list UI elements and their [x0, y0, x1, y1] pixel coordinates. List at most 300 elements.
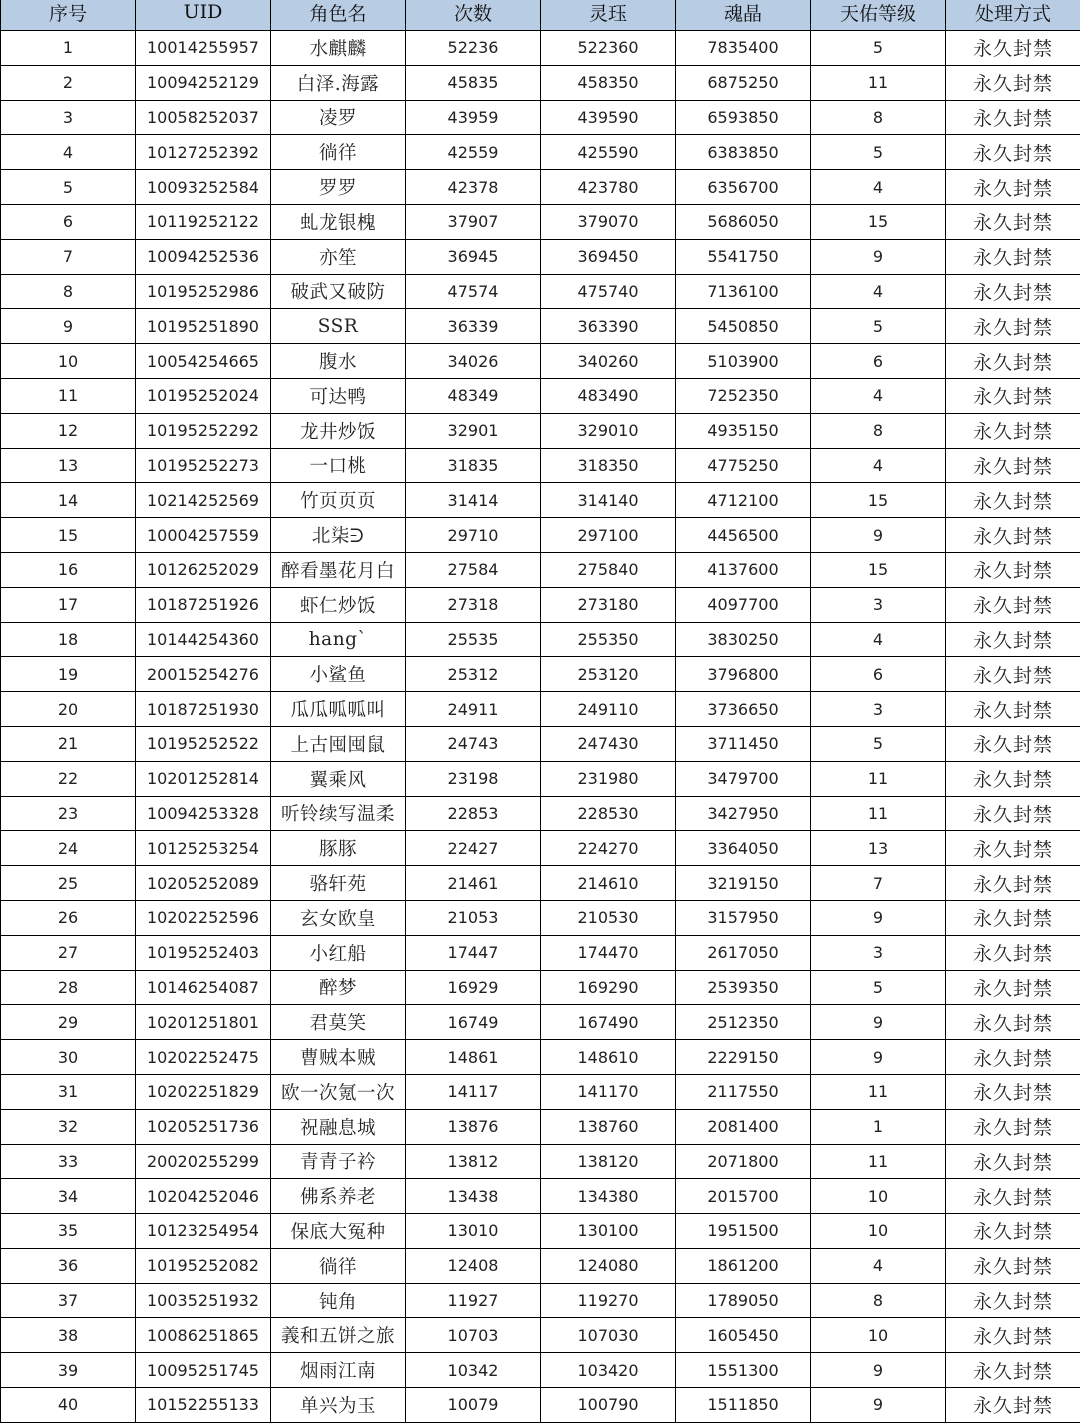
cell-count: 43959 — [406, 100, 541, 135]
cell-action: 永久封禁 — [946, 274, 1080, 309]
header-index: 序号 — [1, 0, 136, 31]
cell-lingjue: 130100 — [541, 1214, 676, 1249]
table-row — [1, 483, 1080, 518]
cell-index: 37 — [1, 1283, 136, 1318]
cell-name: 竹页页页 — [271, 483, 406, 518]
cell-hunjing: 4712100 — [676, 483, 811, 518]
cell-level: 9 — [811, 900, 946, 935]
cell-hunjing: 3157950 — [676, 900, 811, 935]
cell-action: 永久封禁 — [946, 1388, 1080, 1423]
cell-action: 永久封禁 — [946, 65, 1080, 100]
cell-name: 青青子衿 — [271, 1144, 406, 1179]
cell-count: 36945 — [406, 239, 541, 274]
cell-index: 2 — [1, 65, 136, 100]
cell-lingjue: 340260 — [541, 344, 676, 379]
cell-action: 永久封禁 — [946, 866, 1080, 901]
cell-uid: 10126252029 — [136, 552, 271, 587]
cell-count: 13010 — [406, 1214, 541, 1249]
cell-uid: 10152255133 — [136, 1388, 271, 1423]
cell-count: 22427 — [406, 831, 541, 866]
cell-index: 32 — [1, 1109, 136, 1144]
table-row — [1, 1144, 1080, 1179]
cell-name: 祝融息城 — [271, 1109, 406, 1144]
cell-lingjue: 253120 — [541, 657, 676, 692]
cell-action: 永久封禁 — [946, 970, 1080, 1005]
cell-name: 罗罗 — [271, 170, 406, 205]
cell-hunjing: 1951500 — [676, 1214, 811, 1249]
cell-level: 4 — [811, 622, 946, 657]
table-row — [1, 1283, 1080, 1318]
cell-hunjing: 3427950 — [676, 796, 811, 831]
cell-index: 38 — [1, 1318, 136, 1353]
table-row — [1, 552, 1080, 587]
cell-index: 16 — [1, 552, 136, 587]
cell-uid: 10195252292 — [136, 413, 271, 448]
table-row — [1, 239, 1080, 274]
cell-name: 水麒麟 — [271, 31, 406, 66]
cell-action: 永久封禁 — [946, 692, 1080, 727]
cell-hunjing: 5103900 — [676, 344, 811, 379]
cell-uid: 10195252273 — [136, 448, 271, 483]
cell-level: 3 — [811, 692, 946, 727]
cell-count: 31414 — [406, 483, 541, 518]
cell-lingjue: 379070 — [541, 204, 676, 239]
cell-lingjue: 247430 — [541, 726, 676, 761]
cell-hunjing: 2539350 — [676, 970, 811, 1005]
cell-index: 29 — [1, 1005, 136, 1040]
cell-name: 听铃续写温柔 — [271, 796, 406, 831]
cell-lingjue: 423780 — [541, 170, 676, 205]
cell-hunjing: 1511850 — [676, 1388, 811, 1423]
cell-lingjue: 297100 — [541, 518, 676, 553]
cell-level: 4 — [811, 1248, 946, 1283]
cell-action: 永久封禁 — [946, 1109, 1080, 1144]
cell-action: 永久封禁 — [946, 1318, 1080, 1353]
cell-name: 保底大冤种 — [271, 1214, 406, 1249]
cell-index: 12 — [1, 413, 136, 448]
cell-name: 玄女欧皇 — [271, 900, 406, 935]
cell-level: 8 — [811, 1283, 946, 1318]
cell-action: 永久封禁 — [946, 135, 1080, 170]
table-row — [1, 31, 1080, 66]
table-row — [1, 1353, 1080, 1388]
cell-lingjue: 318350 — [541, 448, 676, 483]
cell-lingjue: 148610 — [541, 1040, 676, 1075]
cell-hunjing: 2229150 — [676, 1040, 811, 1075]
header-action: 处理方式 — [946, 0, 1080, 31]
cell-uid: 10086251865 — [136, 1318, 271, 1353]
cell-action: 永久封禁 — [946, 378, 1080, 413]
cell-lingjue: 369450 — [541, 239, 676, 274]
table-row — [1, 726, 1080, 761]
cell-hunjing: 7835400 — [676, 31, 811, 66]
cell-count: 22853 — [406, 796, 541, 831]
cell-level: 15 — [811, 483, 946, 518]
cell-hunjing: 4775250 — [676, 448, 811, 483]
cell-name: 曹贼本贼 — [271, 1040, 406, 1075]
cell-uid: 10195252403 — [136, 935, 271, 970]
cell-lingjue: 141170 — [541, 1074, 676, 1109]
cell-count: 10703 — [406, 1318, 541, 1353]
table-row — [1, 309, 1080, 344]
cell-lingjue: 363390 — [541, 309, 676, 344]
cell-level: 9 — [811, 1040, 946, 1075]
cell-index: 28 — [1, 970, 136, 1005]
cell-level: 11 — [811, 65, 946, 100]
cell-level: 4 — [811, 378, 946, 413]
cell-action: 永久封禁 — [946, 204, 1080, 239]
cell-level: 3 — [811, 587, 946, 622]
cell-action: 永久封禁 — [946, 900, 1080, 935]
cell-lingjue: 231980 — [541, 761, 676, 796]
header-role-name: 角色名 — [271, 0, 406, 31]
cell-level: 9 — [811, 1388, 946, 1423]
table-row — [1, 1040, 1080, 1075]
table-row — [1, 518, 1080, 553]
cell-hunjing: 2071800 — [676, 1144, 811, 1179]
cell-count: 21053 — [406, 900, 541, 935]
cell-level: 4 — [811, 170, 946, 205]
cell-count: 27318 — [406, 587, 541, 622]
cell-name: 翼乘风 — [271, 761, 406, 796]
cell-count: 10079 — [406, 1388, 541, 1423]
cell-count: 47574 — [406, 274, 541, 309]
cell-lingjue: 210530 — [541, 900, 676, 935]
cell-index: 14 — [1, 483, 136, 518]
cell-action: 永久封禁 — [946, 413, 1080, 448]
cell-action: 永久封禁 — [946, 1005, 1080, 1040]
table-row — [1, 135, 1080, 170]
cell-hunjing: 3736650 — [676, 692, 811, 727]
table-row — [1, 344, 1080, 379]
cell-lingjue: 119270 — [541, 1283, 676, 1318]
cell-action: 永久封禁 — [946, 587, 1080, 622]
table-row — [1, 1388, 1080, 1423]
cell-hunjing: 4935150 — [676, 413, 811, 448]
cell-index: 36 — [1, 1248, 136, 1283]
cell-lingjue: 255350 — [541, 622, 676, 657]
cell-name: 龙井炒饭 — [271, 413, 406, 448]
table-row — [1, 796, 1080, 831]
cell-uid: 20015254276 — [136, 657, 271, 692]
cell-hunjing: 3830250 — [676, 622, 811, 657]
cell-name: 瓜瓜呱呱叫 — [271, 692, 406, 727]
cell-level: 10 — [811, 1318, 946, 1353]
cell-level: 9 — [811, 1353, 946, 1388]
cell-count: 14861 — [406, 1040, 541, 1075]
cell-hunjing: 3711450 — [676, 726, 811, 761]
table-row — [1, 274, 1080, 309]
cell-uid: 10123254954 — [136, 1214, 271, 1249]
cell-uid: 10195252522 — [136, 726, 271, 761]
cell-uid: 10119252122 — [136, 204, 271, 239]
cell-index: 34 — [1, 1179, 136, 1214]
cell-count: 24743 — [406, 726, 541, 761]
cell-uid: 10004257559 — [136, 518, 271, 553]
cell-hunjing: 1605450 — [676, 1318, 811, 1353]
cell-hunjing: 3219150 — [676, 866, 811, 901]
cell-hunjing: 6593850 — [676, 100, 811, 135]
cell-level: 13 — [811, 831, 946, 866]
cell-action: 永久封禁 — [946, 1179, 1080, 1214]
cell-lingjue: 275840 — [541, 552, 676, 587]
cell-level: 6 — [811, 344, 946, 379]
cell-lingjue: 214610 — [541, 866, 676, 901]
cell-lingjue: 273180 — [541, 587, 676, 622]
cell-uid: 10195252082 — [136, 1248, 271, 1283]
cell-hunjing: 4137600 — [676, 552, 811, 587]
cell-level: 9 — [811, 1005, 946, 1040]
cell-count: 21461 — [406, 866, 541, 901]
table-row — [1, 1318, 1080, 1353]
table-row — [1, 100, 1080, 135]
cell-uid: 10205252089 — [136, 866, 271, 901]
cell-hunjing: 5541750 — [676, 239, 811, 274]
cell-count: 12408 — [406, 1248, 541, 1283]
cell-name: 亦笙 — [271, 239, 406, 274]
cell-hunjing: 6875250 — [676, 65, 811, 100]
cell-action: 永久封禁 — [946, 726, 1080, 761]
cell-uid: 10127252392 — [136, 135, 271, 170]
header-count: 次数 — [406, 0, 541, 31]
cell-hunjing: 4456500 — [676, 518, 811, 553]
cell-uid: 10094252536 — [136, 239, 271, 274]
cell-name: 腹水 — [271, 344, 406, 379]
cell-name: 破武又破防 — [271, 274, 406, 309]
cell-index: 33 — [1, 1144, 136, 1179]
cell-index: 19 — [1, 657, 136, 692]
cell-level: 7 — [811, 866, 946, 901]
cell-action: 永久封禁 — [946, 796, 1080, 831]
cell-index: 10 — [1, 344, 136, 379]
cell-hunjing: 7252350 — [676, 378, 811, 413]
cell-level: 8 — [811, 100, 946, 135]
cell-lingjue: 458350 — [541, 65, 676, 100]
cell-level: 5 — [811, 309, 946, 344]
cell-name: 欧一次氪一次 — [271, 1074, 406, 1109]
cell-count: 36339 — [406, 309, 541, 344]
cell-index: 13 — [1, 448, 136, 483]
cell-hunjing: 3479700 — [676, 761, 811, 796]
cell-index: 27 — [1, 935, 136, 970]
cell-name: 钝角 — [271, 1283, 406, 1318]
cell-count: 37907 — [406, 204, 541, 239]
cell-count: 13438 — [406, 1179, 541, 1214]
table-row — [1, 831, 1080, 866]
header-lingjue: 灵珏 — [541, 0, 676, 31]
cell-hunjing: 5450850 — [676, 309, 811, 344]
table-row — [1, 1109, 1080, 1144]
cell-action: 永久封禁 — [946, 448, 1080, 483]
cell-uid: 10214252569 — [136, 483, 271, 518]
cell-level: 11 — [811, 1074, 946, 1109]
cell-name: 小鲨鱼 — [271, 657, 406, 692]
table-row — [1, 622, 1080, 657]
cell-index: 35 — [1, 1214, 136, 1249]
cell-hunjing: 6383850 — [676, 135, 811, 170]
cell-level: 4 — [811, 448, 946, 483]
cell-name: 徜徉 — [271, 1248, 406, 1283]
cell-count: 45835 — [406, 65, 541, 100]
cell-count: 23198 — [406, 761, 541, 796]
cell-name: 凌罗 — [271, 100, 406, 135]
cell-action: 永久封禁 — [946, 1074, 1080, 1109]
cell-name: 烟雨江南 — [271, 1353, 406, 1388]
cell-name: SSR — [271, 309, 406, 344]
table-row — [1, 1179, 1080, 1214]
cell-lingjue: 475740 — [541, 274, 676, 309]
cell-action: 永久封禁 — [946, 100, 1080, 135]
table-row — [1, 657, 1080, 692]
cell-lingjue: 249110 — [541, 692, 676, 727]
cell-index: 30 — [1, 1040, 136, 1075]
cell-hunjing: 1551300 — [676, 1353, 811, 1388]
cell-uid: 10058252037 — [136, 100, 271, 135]
cell-action: 永久封禁 — [946, 622, 1080, 657]
table-row — [1, 378, 1080, 413]
cell-name: 一口桃 — [271, 448, 406, 483]
cell-level: 15 — [811, 204, 946, 239]
cell-name: 君莫笑 — [271, 1005, 406, 1040]
cell-action: 永久封禁 — [946, 518, 1080, 553]
cell-lingjue: 103420 — [541, 1353, 676, 1388]
cell-action: 永久封禁 — [946, 935, 1080, 970]
cell-level: 6 — [811, 657, 946, 692]
cell-level: 15 — [811, 552, 946, 587]
cell-uid: 10187251926 — [136, 587, 271, 622]
cell-action: 永久封禁 — [946, 344, 1080, 379]
cell-name: 義和五饼之旅 — [271, 1318, 406, 1353]
cell-hunjing: 2081400 — [676, 1109, 811, 1144]
cell-index: 8 — [1, 274, 136, 309]
cell-count: 42559 — [406, 135, 541, 170]
table-header — [1, 0, 1080, 31]
cell-lingjue: 138120 — [541, 1144, 676, 1179]
table-row — [1, 1214, 1080, 1249]
table-row — [1, 413, 1080, 448]
cell-count: 27584 — [406, 552, 541, 587]
cell-lingjue: 107030 — [541, 1318, 676, 1353]
cell-count: 17447 — [406, 935, 541, 970]
cell-count: 13812 — [406, 1144, 541, 1179]
cell-name: 虬龙银槐 — [271, 204, 406, 239]
cell-index: 39 — [1, 1353, 136, 1388]
table-body — [1, 31, 1080, 1423]
cell-hunjing: 2015700 — [676, 1179, 811, 1214]
cell-hunjing: 6356700 — [676, 170, 811, 205]
cell-count: 42378 — [406, 170, 541, 205]
table-row — [1, 1248, 1080, 1283]
cell-name: 上古囤囤鼠 — [271, 726, 406, 761]
cell-uid: 10093252584 — [136, 170, 271, 205]
cell-hunjing: 2117550 — [676, 1074, 811, 1109]
cell-index: 40 — [1, 1388, 136, 1423]
cell-level: 11 — [811, 796, 946, 831]
table-row — [1, 866, 1080, 901]
cell-action: 永久封禁 — [946, 1040, 1080, 1075]
cell-action: 永久封禁 — [946, 170, 1080, 205]
cell-name: 虾仁炒饭 — [271, 587, 406, 622]
table-row — [1, 170, 1080, 205]
cell-uid: 10205251736 — [136, 1109, 271, 1144]
cell-lingjue: 228530 — [541, 796, 676, 831]
table-row — [1, 900, 1080, 935]
cell-index: 6 — [1, 204, 136, 239]
cell-count: 29710 — [406, 518, 541, 553]
cell-hunjing: 4097700 — [676, 587, 811, 622]
table-row — [1, 1005, 1080, 1040]
cell-count: 13876 — [406, 1109, 541, 1144]
cell-count: 10342 — [406, 1353, 541, 1388]
cell-count: 24911 — [406, 692, 541, 727]
cell-hunjing: 1789050 — [676, 1283, 811, 1318]
cell-name: 佛系养老 — [271, 1179, 406, 1214]
cell-index: 1 — [1, 31, 136, 66]
cell-uid: 10094252129 — [136, 65, 271, 100]
cell-level: 10 — [811, 1179, 946, 1214]
cell-index: 23 — [1, 796, 136, 831]
cell-uid: 10202251829 — [136, 1074, 271, 1109]
cell-action: 永久封禁 — [946, 31, 1080, 66]
cell-hunjing: 3796800 — [676, 657, 811, 692]
table-row — [1, 1074, 1080, 1109]
cell-name: 可达鸭 — [271, 378, 406, 413]
cell-level: 5 — [811, 31, 946, 66]
cell-level: 9 — [811, 518, 946, 553]
cell-action: 永久封禁 — [946, 1283, 1080, 1318]
cell-index: 5 — [1, 170, 136, 205]
cell-index: 31 — [1, 1074, 136, 1109]
cell-level: 1 — [811, 1109, 946, 1144]
cell-uid: 10125253254 — [136, 831, 271, 866]
cell-count: 31835 — [406, 448, 541, 483]
table-row — [1, 935, 1080, 970]
cell-hunjing: 5686050 — [676, 204, 811, 239]
cell-count: 52236 — [406, 31, 541, 66]
cell-index: 21 — [1, 726, 136, 761]
cell-index: 4 — [1, 135, 136, 170]
header-hunjing: 魂晶 — [676, 0, 811, 31]
cell-count: 14117 — [406, 1074, 541, 1109]
cell-name: 白泽.海露 — [271, 65, 406, 100]
cell-lingjue: 167490 — [541, 1005, 676, 1040]
cell-action: 永久封禁 — [946, 1248, 1080, 1283]
cell-name: 单兴为玉 — [271, 1388, 406, 1423]
cell-lingjue: 483490 — [541, 378, 676, 413]
cell-uid: 10195252986 — [136, 274, 271, 309]
cell-level: 11 — [811, 761, 946, 796]
cell-uid: 10201251801 — [136, 1005, 271, 1040]
cell-index: 9 — [1, 309, 136, 344]
cell-index: 22 — [1, 761, 136, 796]
cell-name: hang` — [271, 622, 406, 657]
cell-lingjue: 138760 — [541, 1109, 676, 1144]
table-row — [1, 761, 1080, 796]
cell-name: 小红船 — [271, 935, 406, 970]
cell-lingjue: 124080 — [541, 1248, 676, 1283]
cell-lingjue: 314140 — [541, 483, 676, 518]
cell-level: 5 — [811, 970, 946, 1005]
cell-count: 48349 — [406, 378, 541, 413]
cell-level: 9 — [811, 239, 946, 274]
cell-uid: 10146254087 — [136, 970, 271, 1005]
cell-lingjue: 134380 — [541, 1179, 676, 1214]
cell-name: 北柒ᕭ — [271, 518, 406, 553]
cell-action: 永久封禁 — [946, 552, 1080, 587]
cell-uid: 10204252046 — [136, 1179, 271, 1214]
cell-index: 18 — [1, 622, 136, 657]
cell-count: 11927 — [406, 1283, 541, 1318]
